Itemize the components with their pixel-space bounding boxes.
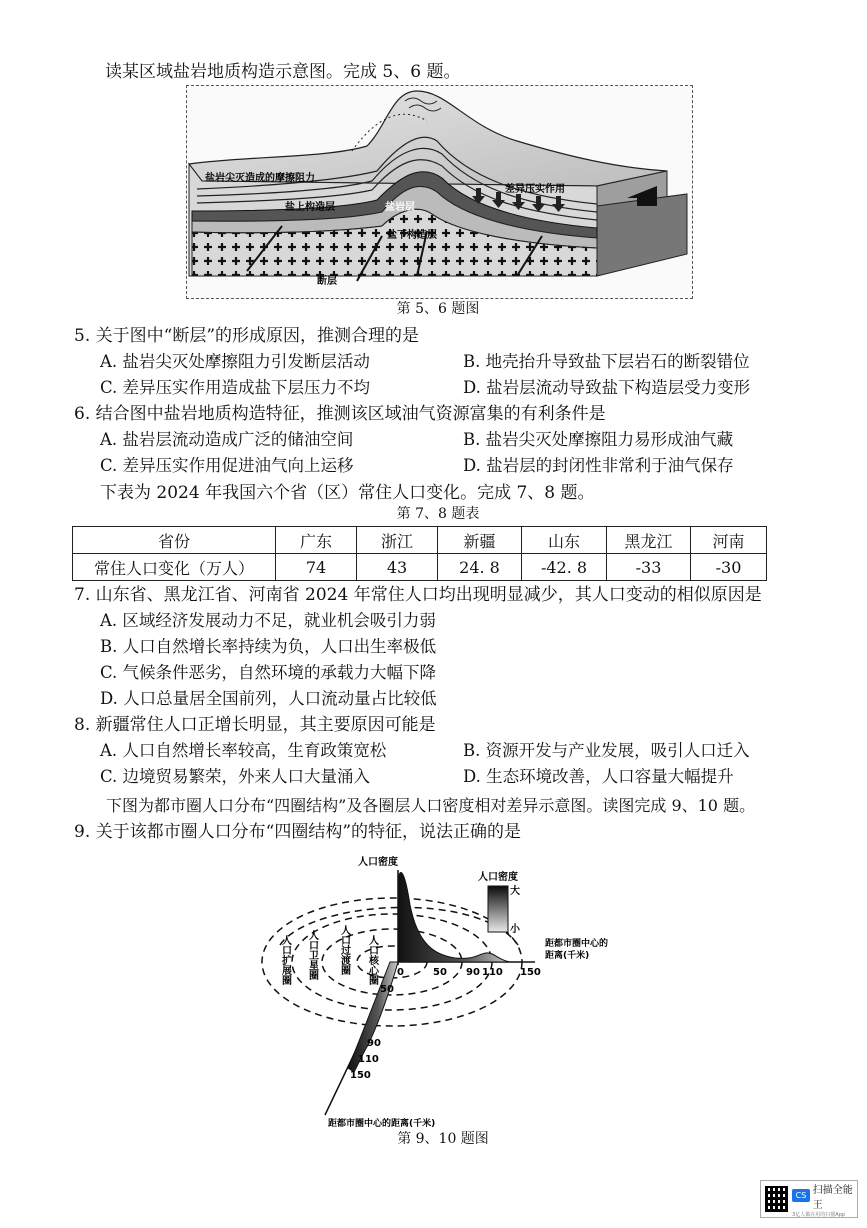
intro-9-10: 下图为都市圈人口分布“四圈结构”及各圈层人口密度相对差异示意图。读图完成 9、10 题。 (106, 796, 756, 815)
q7-stem: 7. 山东省、黑龙江省、河南省 2024 年常住人口均出现明显减少，其人口变动的相似原因是 (74, 585, 762, 605)
metro-density-figure (250, 850, 630, 1130)
tick-label: 90 (466, 967, 480, 978)
table-province: 新疆 (438, 527, 522, 554)
ring-label-satellite: 人口卫星圈 (306, 930, 318, 980)
ring-label-expansion: 人口扩展圈 (279, 935, 291, 985)
camscanner-logo-icon: CS (792, 1189, 810, 1202)
legend-low: 小 (510, 924, 520, 935)
table-province: 黑龙江 (607, 527, 691, 554)
y-axis-label: 人口密度 (358, 857, 398, 868)
q6-option-a: A. 盐岩层流动造成广泛的储油空间 (100, 430, 354, 449)
q8-option-d: D. 生态环境改善，人口容量大幅提升 (463, 767, 734, 786)
table-header-label: 省份 (73, 527, 276, 554)
table-province: 广东 (276, 527, 357, 554)
q5-option-d: D. 盐岩层流动导致盐下构造层受力变形 (463, 378, 751, 397)
q6-stem: 6. 结合图中盐岩地质构造特征，推测该区域油气资源富集的有利条件是 (74, 404, 606, 424)
tick-label: 110 (358, 1054, 379, 1065)
label-salt-layer: 盐岩层 (385, 202, 415, 213)
q8-option-a: A. 人口自然增长率较高，生育政策宽松 (100, 741, 387, 760)
q5-option-a: A. 盐岩尖灭处摩擦阻力引发断层活动 (100, 352, 370, 371)
q6-option-d: D. 盐岩层的封闭性非常利于油气保存 (463, 456, 734, 475)
label-pressure: 差异压实作用 (505, 184, 565, 195)
table-cell: -42. 8 (522, 554, 607, 581)
legend-title: 人口密度 (478, 872, 518, 883)
x-axis-label-right-2: 距离(千米) (545, 951, 590, 961)
table-cell: -30 (691, 554, 767, 581)
table-caption: 第 7、8 题表 (396, 506, 480, 522)
tick-label: 150 (350, 1070, 371, 1081)
intro-7-8: 下表为 2024 年我国六个省（区）常住人口变化。完成 7、8 题。 (100, 483, 595, 503)
tick-label: 150 (520, 967, 541, 978)
table-row-label: 常住人口变化（万人） (73, 554, 276, 581)
watermark-title: 扫描全能王 (812, 1184, 853, 1211)
q5-option-b: B. 地壳抬升导致盐下层岩石的断裂错位 (463, 352, 750, 371)
label-below-layer: 盐下构造层 (387, 230, 437, 241)
figure-caption-9-10: 第 9、10 题图 (397, 1131, 489, 1147)
table-cell: -33 (607, 554, 691, 581)
table-province: 浙江 (357, 527, 438, 554)
tick-label: 0 (397, 967, 404, 978)
q7-option-c: C. 气候条件恶劣，自然环境的承载力大幅下降 (100, 663, 437, 682)
population-table (72, 526, 767, 581)
table-province: 河南 (691, 527, 767, 554)
label-fault: 断层 (317, 276, 337, 287)
ring-label-transition: 人口过渡圈 (338, 925, 350, 975)
q5-option-c: C. 差异压实作用造成盐下层压力不均 (100, 378, 371, 397)
tick-label: 110 (482, 967, 503, 978)
figure-caption-5-6: 第 5、6 题图 (396, 301, 480, 317)
label-friction: 盐岩尖灭造成的摩擦阻力 (205, 173, 315, 184)
tick-label: 90 (367, 1038, 381, 1049)
tick-label: 50 (380, 984, 394, 995)
legend-high: 大 (510, 886, 520, 897)
q7-option-a: A. 区域经济发展动力不足，就业机会吸引力弱 (100, 611, 436, 630)
table-cell: 24. 8 (438, 554, 522, 581)
ring-label-core: 人口核心圈 (366, 935, 378, 985)
salt-geology-diagram (187, 86, 692, 298)
tick-label: 50 (433, 967, 447, 978)
q6-option-b: B. 盐岩尖灭处摩擦阻力易形成油气藏 (463, 430, 734, 449)
q9-stem: 9. 关于该都市圈人口分布“四圈结构”的特征，说法正确的是 (74, 822, 522, 842)
watermark-subtitle: 3亿人都在用的扫描App (792, 1211, 846, 1218)
q7-option-b: B. 人口自然增长率持续为负，人口出生率极低 (100, 637, 437, 656)
q5-stem: 5. 关于图中“断层”的形成原因，推测合理的是 (74, 326, 420, 346)
q7-option-d: D. 人口总量居全国前列，人口流动量占比较低 (100, 689, 437, 708)
table-cell: 74 (276, 554, 357, 581)
label-above-layer: 盐上构造层 (285, 202, 335, 213)
qr-code-icon (765, 1186, 788, 1212)
q6-option-c: C. 差异压实作用促进油气向上运移 (100, 456, 354, 475)
x-axis-label-bottom: 距都市圈中心的距离(千米) (328, 1119, 436, 1129)
table-row (73, 554, 767, 581)
table-header-row (73, 527, 767, 554)
x-axis-label-right: 距都市圈中心的 (545, 939, 609, 949)
scanner-watermark (760, 1180, 858, 1218)
legend-gradient (488, 886, 508, 932)
q8-stem: 8. 新疆常住人口正增长明显，其主要原因可能是 (74, 715, 436, 735)
table-province: 山东 (522, 527, 607, 554)
q8-option-b: B. 资源开发与产业发展，吸引人口迁入 (463, 741, 750, 760)
table-cell: 43 (357, 554, 438, 581)
salt-geology-figure (186, 85, 693, 299)
q8-option-c: C. 边境贸易繁荣，外来人口大量涌入 (100, 767, 371, 786)
intro-5-6: 读某区域盐岩地质构造示意图。完成 5、6 题。 (105, 62, 461, 82)
